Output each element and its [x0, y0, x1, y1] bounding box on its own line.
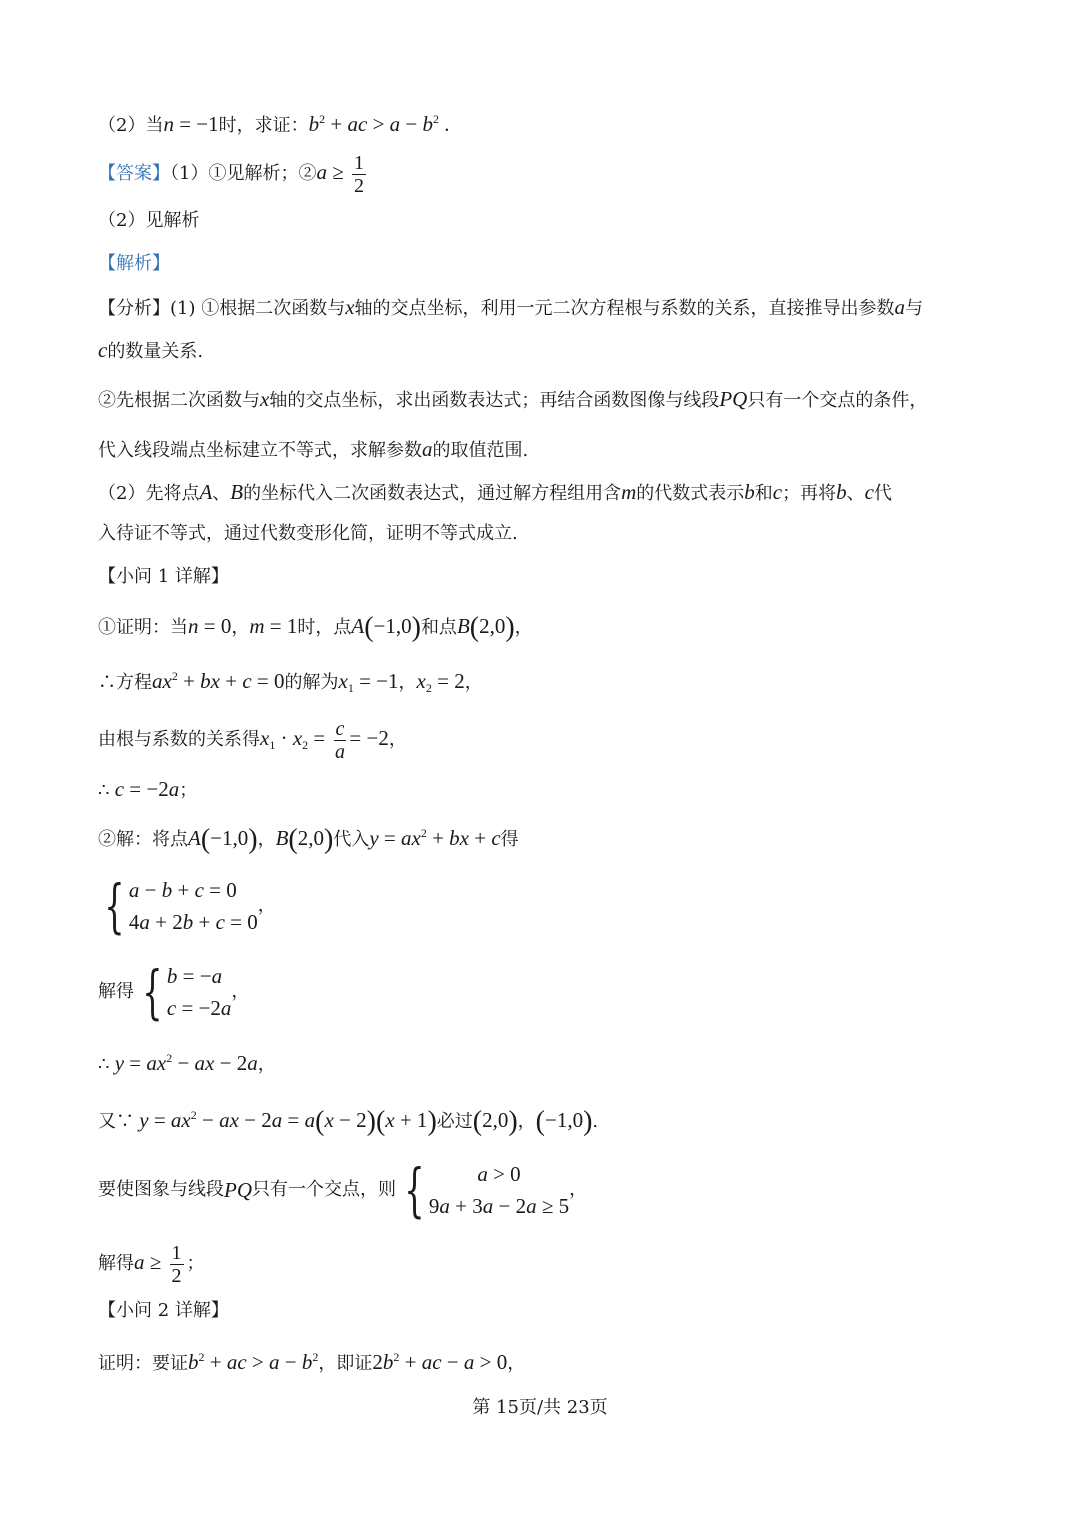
math-inequality: $b^2$ + ac > $a - b^2$ . — [308, 112, 450, 136]
analysis-para1-line2: c的数量关系. — [98, 338, 204, 362]
subquestion2-header: 【小问 2 详解】 — [98, 1300, 229, 1321]
system-equations-1: { a − b + c = 0 4a + 2b + c = 0 ， — [104, 872, 276, 940]
system-solution: 解得 { b = −a c = −2a ， — [98, 958, 250, 1026]
step1-proof: ①证明：当n = 0，m = 1时，点A(−1,0)和点B(2,0)， — [98, 612, 533, 643]
analysis-para3-line2: 入待证不等式，通过代数变形化简，证明不等式成立. — [98, 523, 518, 544]
answer-tag: 【答案】 — [98, 163, 170, 184]
step8-function: ∴ $y = ax^2$ − ax − 2a， — [98, 1051, 276, 1075]
math-n-eq-minus1: n = −1 — [163, 112, 219, 136]
step3-vieta: 由根与系数的关系得$x_1 \cdot x_2$ = $\frac{c}{a}$ = −2， — [98, 717, 407, 763]
math-a-ge-half: a ≥ $\frac{1}{2}$ — [316, 151, 364, 197]
step10-condition: 要使图象与线段 PQ 只有一个交点，则 { a > 0 9a + 3a − 2a ≥ 5 ， — [98, 1156, 588, 1224]
answer-line: 【答案】（1）①见解析；②a ≥ $\frac{1}{2}$ — [98, 146, 369, 200]
analysis-para1-line1: 【分析】(1) ①根据二次函数与x轴的交点坐标，利用一元二次方程根与系数的关系，直接推导出参数a与 — [98, 295, 924, 319]
analysis-para2-line2: 代入线段端点坐标建立不等式，求解参数a的取值范围. — [98, 437, 529, 461]
analysis-tag: 【解析】 — [98, 253, 170, 274]
step11-result: 解得a ≥ $\frac{1}{2}$ ； — [98, 1241, 205, 1287]
part2-question: （2）当n = −1时，求证：$b^2$ + ac > $a - b^2$ . — [98, 112, 450, 136]
analysis-para3-line1: （2）先将点A、B的坐标代入二次函数表达式，通过解方程组用含m的代数式表示b和c；再将b、c代 — [98, 480, 892, 504]
page-footer: 第 15页/共 23页 — [472, 1397, 608, 1418]
step5-substitute: ②解：将点A(−1,0)，B(2,0)代入$y = ax^2$ + bx + c得 — [98, 824, 519, 855]
step4-c-eq: ∴ c = −2a； — [98, 777, 198, 801]
analysis-para2-line1: ②先根据二次函数与x轴的交点坐标，求出函数表达式；再结合函数图像与线段PQ只有一个交点的条件， — [98, 387, 928, 411]
subquestion1-header: 【小问 1 详解】 — [98, 566, 229, 587]
step2-equation: ∴方程$ax^2$ + bx + c = 0的解为$x_1 = -1$，$x_2 = 2$， — [98, 669, 483, 695]
answer-part2: （2）见解析 — [98, 210, 200, 231]
step12-proof: 证明：要证$b^2$ + ac > $a - b^2$，即证$2b^2$ + ac − a > 0， — [98, 1350, 526, 1374]
step9-factored: 又∵ $y = ax^2$ − ax − 2a = a(x − 2)(x + 1)必过(2,0)，(−1,0). — [98, 1106, 599, 1137]
